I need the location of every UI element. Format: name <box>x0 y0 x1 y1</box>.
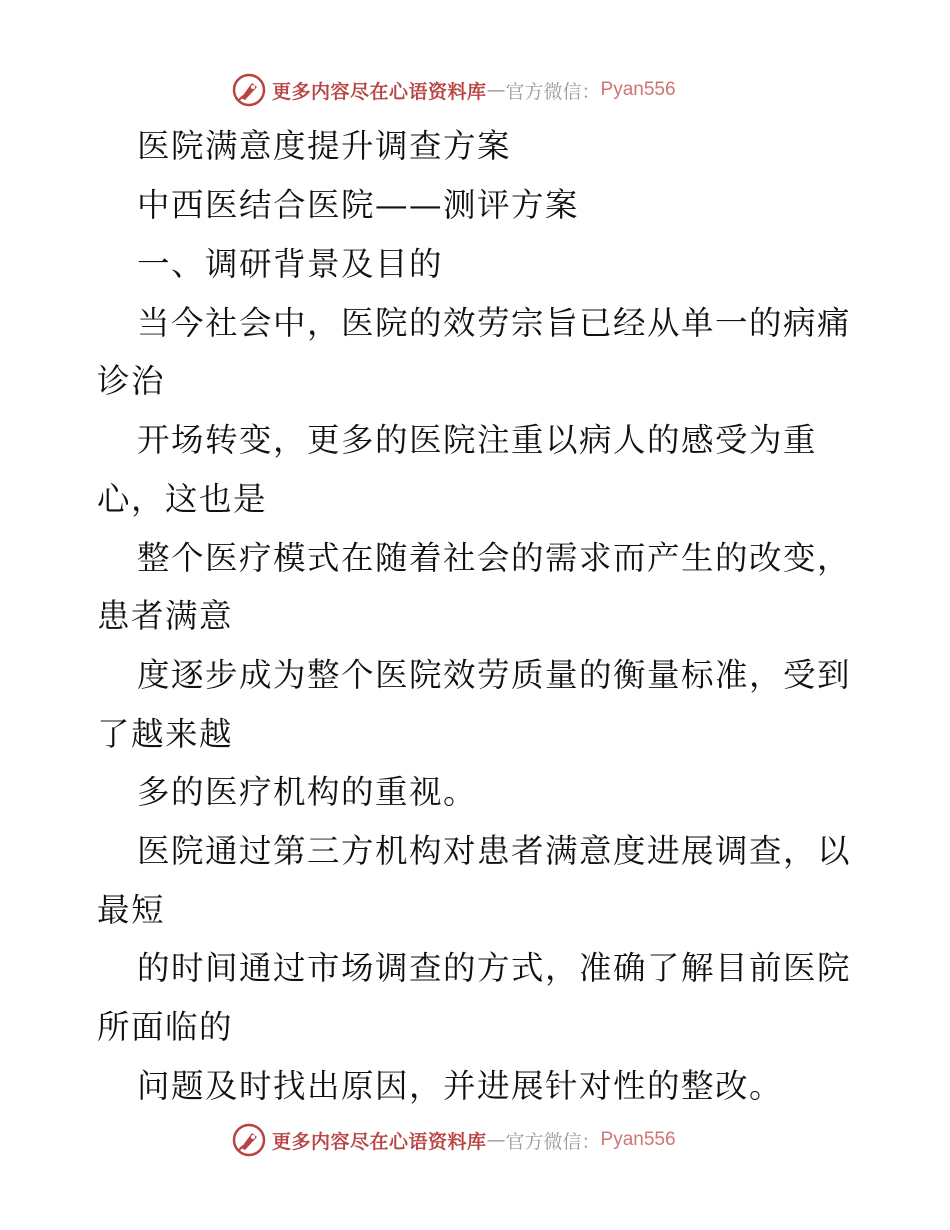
paragraph-line: 医院通过第三方机构对患者满意度进展调查，以 <box>137 832 852 870</box>
pen-nib-logo-icon <box>232 1123 266 1157</box>
document-subtitle: 中西医结合医院——测评方案 <box>137 186 580 224</box>
paragraph-line: 最短 <box>97 891 166 929</box>
pen-nib-logo-icon <box>232 73 266 107</box>
banner-wechat-label: 官方微信： <box>505 1130 601 1153</box>
banner-separator: — <box>486 1129 506 1151</box>
header-banner <box>232 70 732 110</box>
paragraph-line: 了越来越 <box>97 715 234 753</box>
paragraph-line: 度逐步成为整个医院效劳质量的衡量标准，受到 <box>137 656 852 694</box>
footer-banner <box>232 1120 732 1160</box>
banner-slogan: 更多内容尽在心语资料库 <box>272 1130 487 1153</box>
paragraph-line: 心，这也是 <box>97 480 268 518</box>
banner-slogan: 更多内容尽在心语资料库 <box>272 80 487 103</box>
paragraph-line: 问题及时找出原因，并进展针对性的整改。 <box>137 1067 784 1105</box>
paragraph-line: 所面临的 <box>97 1008 234 1046</box>
paragraph-line: 的时间通过市场调查的方式，准确了解目前医院 <box>137 949 852 987</box>
banner-separator: — <box>486 79 506 101</box>
banner-wechat-id: Pyan556 <box>600 79 676 100</box>
document-title: 医院满意度提升调查方案 <box>137 127 512 165</box>
banner-wechat-label: 官方微信： <box>505 80 601 103</box>
banner-wechat-id: Pyan556 <box>600 1129 676 1150</box>
paragraph-line: 整个医疗模式在随着社会的需求而产生的改变， <box>137 539 852 577</box>
paragraph-line: 多的医疗机构的重视。 <box>137 773 478 811</box>
paragraph-line: 患者满意 <box>97 597 234 635</box>
paragraph-line: 当今社会中，医院的效劳宗旨已经从单一的病痛 <box>137 304 852 342</box>
paragraph-line: 开场转变，更多的医院注重以病人的感受为重 <box>137 421 818 459</box>
paragraph-line: 诊治 <box>97 362 166 400</box>
section-heading: 一、调研背景及目的 <box>137 245 444 283</box>
